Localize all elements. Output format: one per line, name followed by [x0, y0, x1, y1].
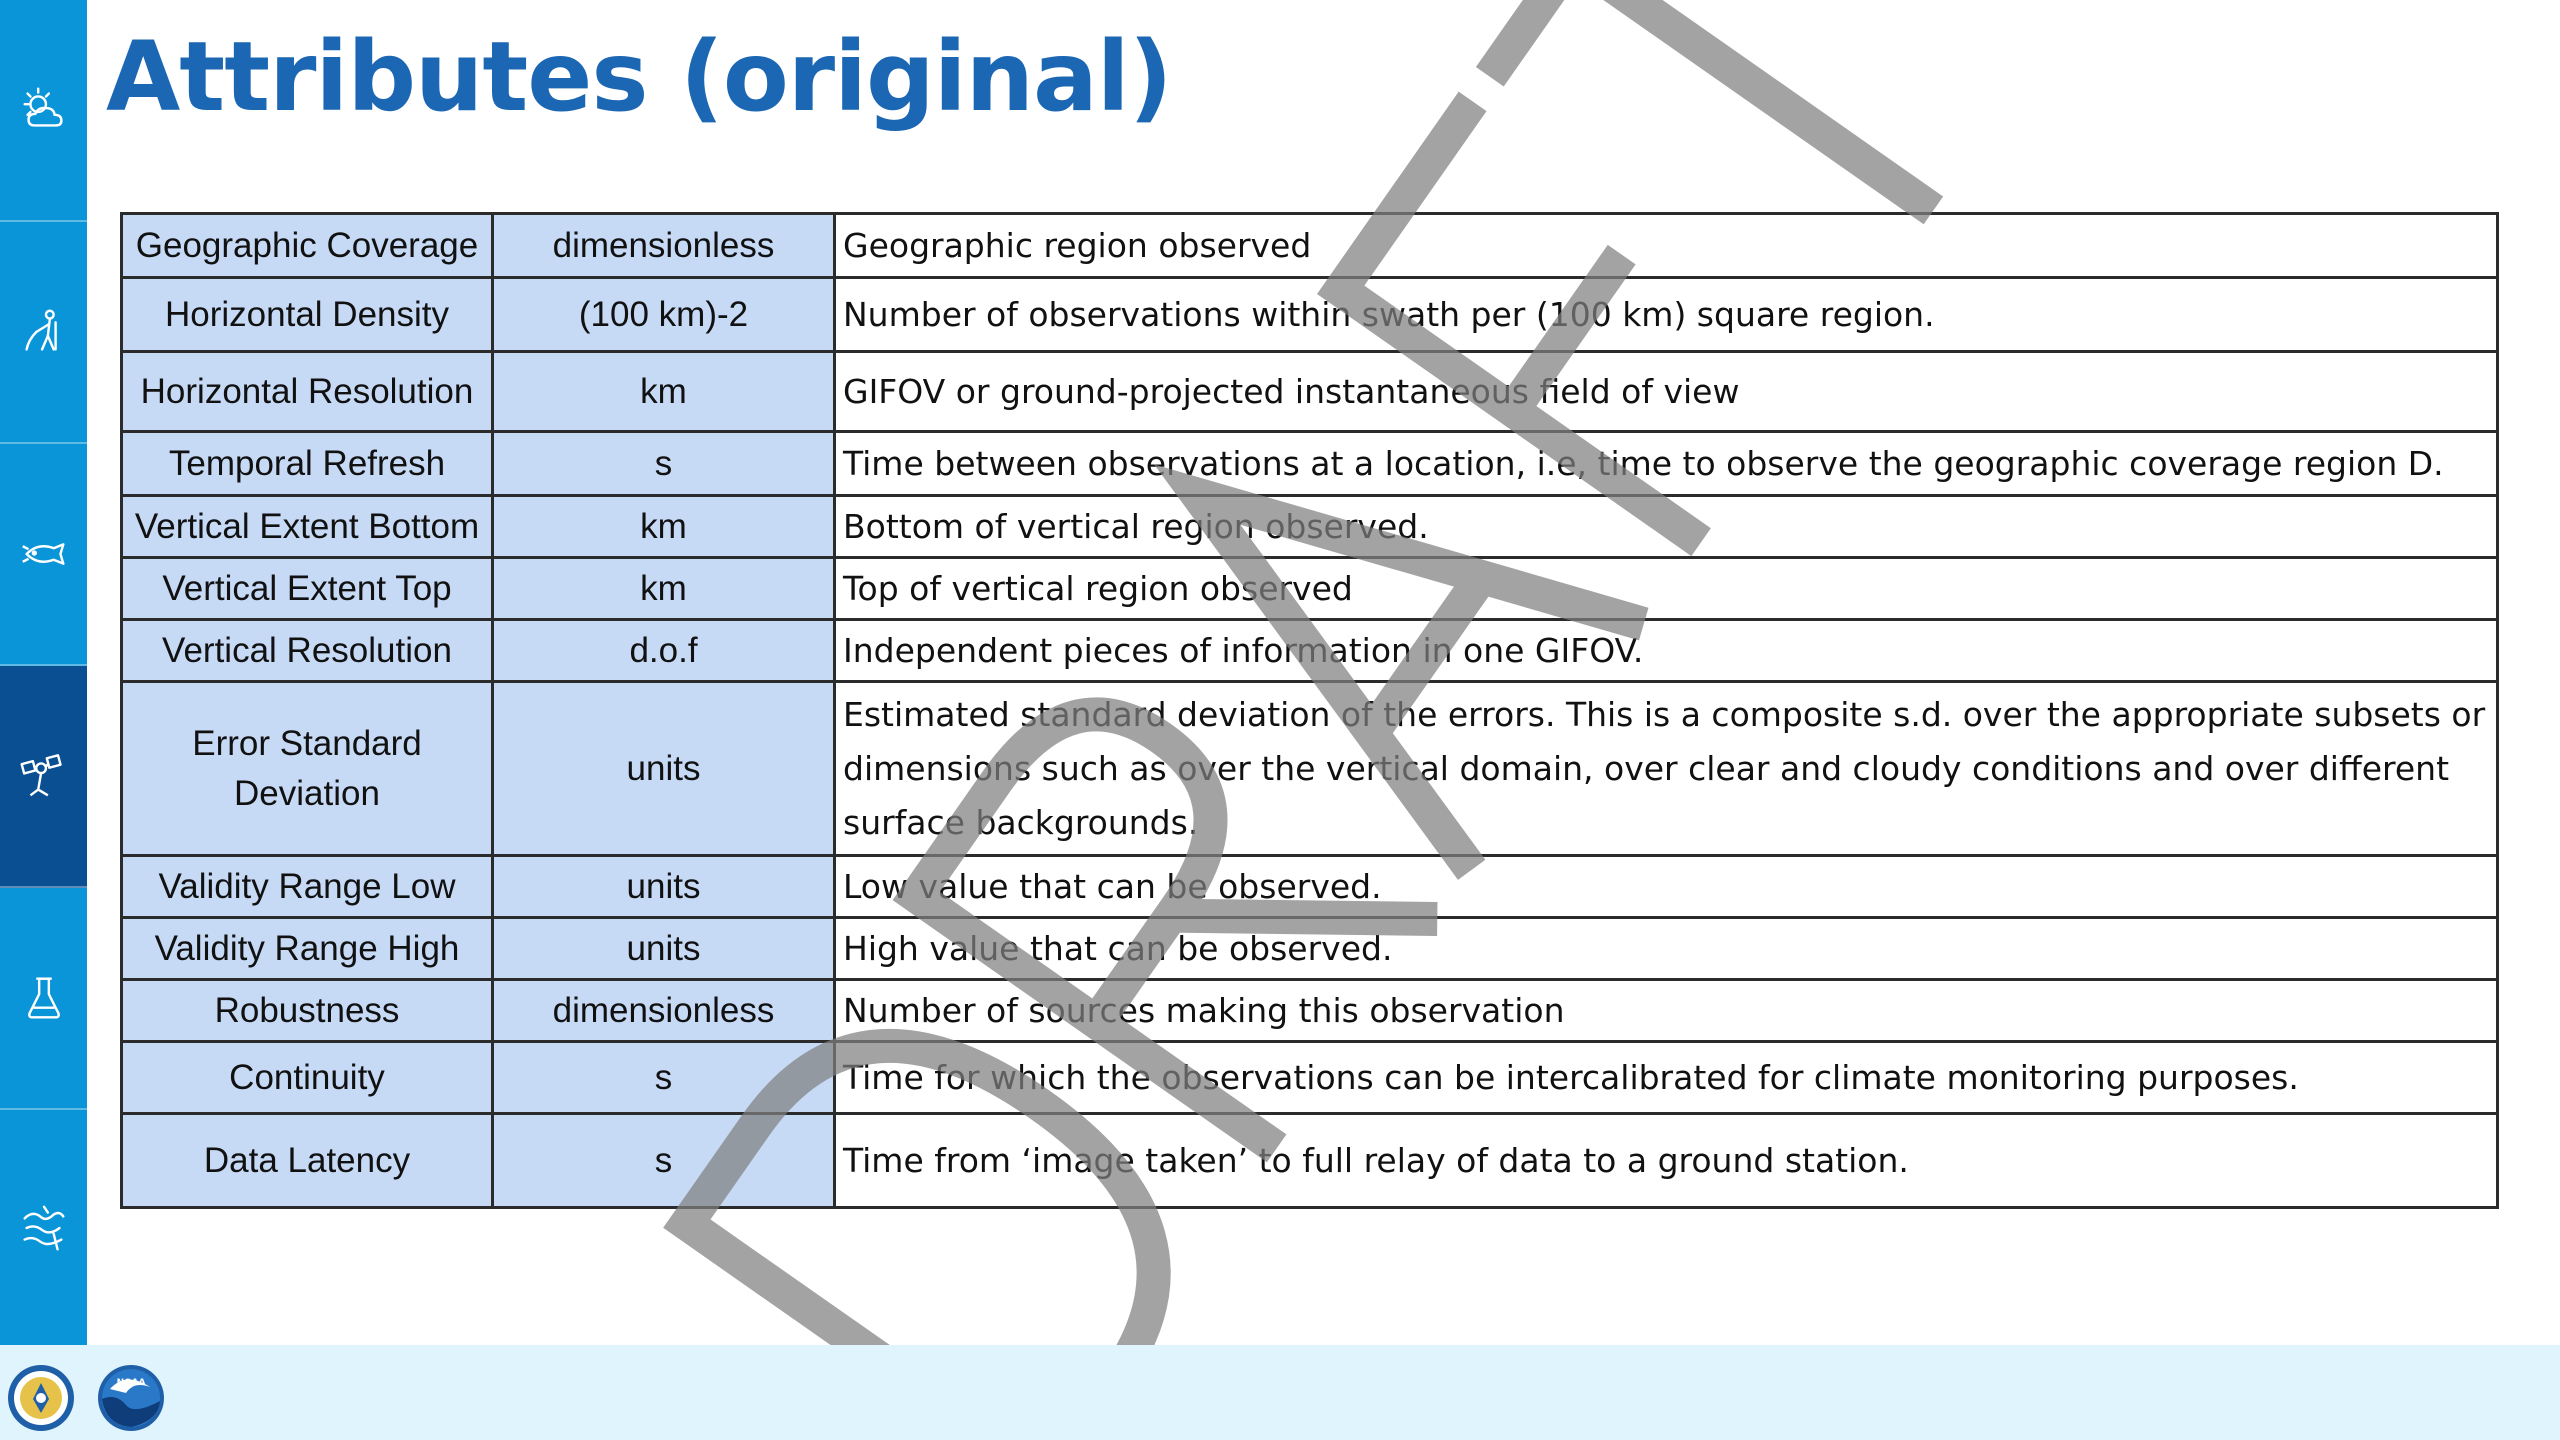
sidebar-nav: [0, 0, 87, 1345]
attribute-cell: Horizontal Resolution: [122, 352, 493, 432]
attribute-cell: Error Standard Deviation: [122, 682, 493, 856]
description-cell: GIFOV or ground-projected instantaneous field of view: [835, 352, 2498, 432]
attributes-table: [120, 212, 2499, 1209]
flask-icon: [15, 969, 73, 1027]
description-cell: Number of sources making this observation: [835, 980, 2498, 1042]
sidebar-item-fisheries[interactable]: [0, 444, 87, 666]
fishing-person-icon: [15, 303, 73, 361]
description-cell: High value that can be observed.: [835, 918, 2498, 980]
unit-cell: (100 km)-2: [493, 278, 835, 352]
table-row: [122, 856, 2498, 918]
description-cell: Geographic region observed: [835, 214, 2498, 278]
description-cell: Top of vertical region observed: [835, 558, 2498, 620]
sun-cloud-icon: [15, 81, 73, 139]
table-row: [122, 352, 2498, 432]
attribute-cell: Temporal Refresh: [122, 432, 493, 496]
attribute-cell: Validity Range High: [122, 918, 493, 980]
sidebar-item-research[interactable]: [0, 888, 87, 1110]
sidebar-item-coasts[interactable]: [0, 1110, 87, 1345]
table-row: [122, 1114, 2498, 1208]
description-cell: Estimated standard deviation of the errors. This is a composite s.d. over the appropriate subsets or dimensions such as over the vertical domain, over clear and cloudy conditions and over different surface backgrounds.: [835, 682, 2498, 856]
table-row: [122, 214, 2498, 278]
table-row: [122, 558, 2498, 620]
unit-cell: km: [493, 352, 835, 432]
page-title: Attributes (original): [106, 21, 1172, 133]
table-row: [122, 918, 2498, 980]
attribute-cell: Horizontal Density: [122, 278, 493, 352]
unit-cell: s: [493, 1042, 835, 1114]
table-row: [122, 1042, 2498, 1114]
unit-cell: km: [493, 496, 835, 558]
table-row: [122, 496, 2498, 558]
unit-cell: units: [493, 856, 835, 918]
attribute-cell: Robustness: [122, 980, 493, 1042]
unit-cell: s: [493, 1114, 835, 1208]
attribute-cell: Geographic Coverage: [122, 214, 493, 278]
description-cell: Low value that can be observed.: [835, 856, 2498, 918]
noaa-logo: [96, 1363, 166, 1433]
description-cell: Bottom of vertical region observed.: [835, 496, 2498, 558]
unit-cell: dimensionless: [493, 980, 835, 1042]
description-cell: Independent pieces of information in one GIFOV.: [835, 620, 2498, 682]
table-row: [122, 432, 2498, 496]
sidebar-item-satellites[interactable]: [0, 666, 87, 888]
description-cell: Time from ‘image taken’ to full relay of data to a ground station.: [835, 1114, 2498, 1208]
commerce-seal-logo: [6, 1363, 76, 1433]
sidebar-item-fishing[interactable]: [0, 222, 87, 444]
description-cell: Time for which the observations can be intercalibrated for climate monitoring purposes.: [835, 1042, 2498, 1114]
attribute-cell: Validity Range Low: [122, 856, 493, 918]
svg-text:NOAA: NOAA: [116, 1378, 146, 1388]
attribute-cell: Vertical Extent Bottom: [122, 496, 493, 558]
satellite-icon: [15, 747, 73, 805]
description-cell: Time between observations at a location, i.e, time to observe the geographic coverage region D.: [835, 432, 2498, 496]
unit-cell: km: [493, 558, 835, 620]
attribute-cell: Vertical Extent Top: [122, 558, 493, 620]
attribute-cell: Vertical Resolution: [122, 620, 493, 682]
coast-map-icon: [15, 1199, 73, 1257]
sidebar-item-weather[interactable]: [0, 0, 87, 222]
attribute-cell: Data Latency: [122, 1114, 493, 1208]
table-row: [122, 620, 2498, 682]
table-row: [122, 278, 2498, 352]
unit-cell: d.o.f: [493, 620, 835, 682]
unit-cell: units: [493, 918, 835, 980]
fish-icon: [15, 525, 73, 583]
table-row: [122, 980, 2498, 1042]
unit-cell: dimensionless: [493, 214, 835, 278]
footer-bar: [0, 1345, 2560, 1440]
attribute-cell: Continuity: [122, 1042, 493, 1114]
unit-cell: units: [493, 682, 835, 856]
table-row: [122, 682, 2498, 856]
description-cell: Number of observations within swath per (100 km) square region.: [835, 278, 2498, 352]
unit-cell: s: [493, 432, 835, 496]
